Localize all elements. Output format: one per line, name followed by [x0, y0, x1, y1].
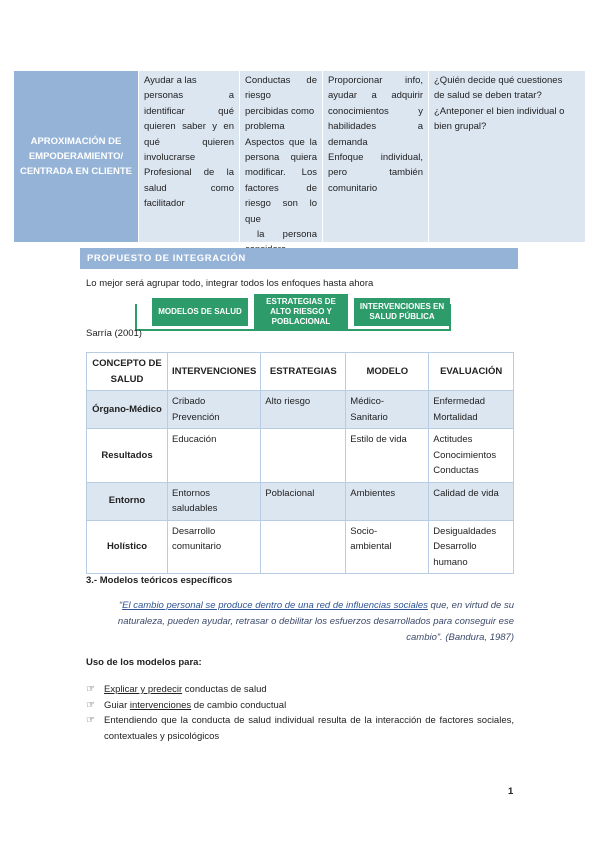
col1-line: qué quieren: [144, 136, 234, 148]
list-item: ☞ Guiar intervenciones de cambio conductual: [86, 698, 514, 714]
row-concept: Entorno: [87, 482, 168, 520]
col1-line: involucrarse: [144, 152, 196, 164]
col3-line: conocimientos y: [328, 105, 423, 117]
list-item: ☞ Entendiendo que la conducta de salud individual resulta de la interacción de factores sociales, contextuales y psicológicos: [86, 715, 514, 742]
diagram-box-strategies: ESTRATEGIAS DE ALTO RIESGO Y POBLACIONAL: [254, 294, 348, 330]
col1-line: salud como: [144, 182, 234, 194]
top-table: [14, 71, 585, 242]
diagram-box-interventions: INTERVENCIONES EN SALUD PÚBLICA: [354, 298, 450, 326]
section3-title: 3.- Modelos teóricos específicos: [86, 575, 233, 586]
col4-line: ¿Anteponer el bien individual o: [434, 105, 565, 117]
cell-strategies: [261, 429, 346, 483]
diagram-box-models: MODELOS DE SALUD: [152, 298, 248, 326]
col3-line: habilidades a: [328, 121, 423, 133]
col3-line: Proporcionar info,: [328, 75, 423, 86]
table-header-row: [87, 353, 514, 391]
cell-strategies: Alto riesgo: [261, 391, 346, 429]
col3-line: comunitario: [328, 182, 378, 194]
header-interventions: INTERVENCIONES: [168, 353, 261, 391]
col4-line: ¿Quién decide qué cuestiones: [434, 75, 563, 86]
col1-line: Ayudar a las: [144, 75, 197, 86]
col2-line: percibidas como: [245, 105, 315, 117]
col2-line: persona quiera: [245, 152, 317, 164]
col2-line: Conductas de: [245, 75, 317, 86]
cell-model: Socio- ambiental: [346, 520, 429, 574]
col2-line: la persona: [257, 229, 317, 241]
cell-model: Ambientes: [346, 482, 429, 520]
col1-line: quieren saber y en: [144, 121, 234, 133]
col3-line: pero también: [328, 167, 423, 179]
header-strategies: ESTRATEGIAS: [261, 353, 346, 391]
intro-line: Lo mejor será agrupar todo, integrar todos los enfoques hasta ahora: [86, 278, 374, 289]
uses-title: Uso de los modelos para:: [86, 657, 202, 668]
citation: Sarría (2001): [86, 328, 142, 339]
top-table-col1: [138, 71, 239, 242]
cell-interventions: Cribado Prevención: [168, 391, 261, 429]
top-table-col4: [428, 71, 585, 242]
row-concept: Resultados: [87, 429, 168, 483]
page-number: 1: [508, 786, 514, 797]
col1-line: Profesional de la: [144, 167, 234, 179]
row-concept: Órgano-Médico: [87, 391, 168, 429]
cell-interventions: Desarrollo comunitario: [168, 520, 261, 574]
table-row: [87, 482, 514, 520]
table-row: [87, 429, 514, 483]
cell-strategies: [261, 520, 346, 574]
col3-line: ayudar a adquirir: [328, 90, 423, 102]
col2-line: Aspectos que la: [245, 136, 317, 148]
col1-line: personas a: [144, 90, 234, 102]
pointing-hand-icon: ☞: [86, 699, 95, 711]
header-concept: CONCEPTO DE SALUD: [87, 353, 168, 391]
cell-interventions: Educación: [168, 429, 261, 483]
section-heading-bar: PROPUESTO DE INTEGRACIÓN: [80, 248, 518, 269]
header-model: MODELO: [346, 353, 429, 391]
bandura-quote: [86, 598, 514, 646]
pointing-hand-icon: ☞: [86, 715, 95, 727]
top-table-col3: [322, 71, 428, 242]
cell-evaluation: Enfermedad Mortalidad: [429, 391, 514, 429]
cell-evaluation: Actitudes Conocimientos Conductas: [429, 429, 514, 483]
cell-evaluation: Calidad de vida: [429, 482, 514, 520]
header-evaluation: EVALUACIÓN: [429, 353, 514, 391]
col4-line: de salud se deben tratar?: [434, 90, 542, 102]
top-table-col2: [239, 71, 322, 242]
cell-strategies: Poblacional: [261, 482, 346, 520]
quote-line: “El cambio personal se produce dentro de una red de influencias sociales que, en virtud de su: [118, 600, 514, 611]
pointing-hand-icon: ☞: [86, 684, 95, 695]
top-table-header: APROXIMACIÓN DE EMPODERAMIENTO/ CENTRADA EN CLIENTE: [14, 71, 138, 242]
list-item: ☞ Explicar y predecir conductas de salud: [86, 682, 514, 698]
uses-list: [86, 682, 514, 744]
col1-line: facilitador: [144, 198, 185, 210]
col2-line: problema: [245, 121, 285, 133]
cell-model: Médico- Sanitario: [346, 391, 429, 429]
col2-line: riesgo: [245, 90, 271, 102]
quote-line: naturaleza, pueden ayudar, retrasar o debilitar los esfuerzos desarrollados para conseguir ese: [117, 616, 514, 627]
col4-line: bien grupal?: [434, 121, 487, 133]
table-row: [87, 520, 514, 574]
col2-line: factores de: [245, 182, 317, 194]
col2-line: modificar. Los: [245, 167, 317, 179]
table-row: [87, 391, 514, 429]
quote-line: cambio”. (Bandura, 1987): [406, 632, 514, 643]
col1-line: identificar qué: [144, 105, 234, 117]
cell-model: Estilo de vida: [346, 429, 429, 483]
cell-evaluation: Desigualdades Desarrollo humano: [429, 520, 514, 574]
col3-line: Enfoque individual,: [328, 152, 423, 164]
col3-line: demanda: [328, 136, 368, 148]
cell-interventions: Entornos saludables: [168, 482, 261, 520]
col2-line: riesgo son lo que: [245, 198, 317, 225]
row-concept: Holístico: [87, 520, 168, 574]
integration-table: [86, 352, 514, 574]
